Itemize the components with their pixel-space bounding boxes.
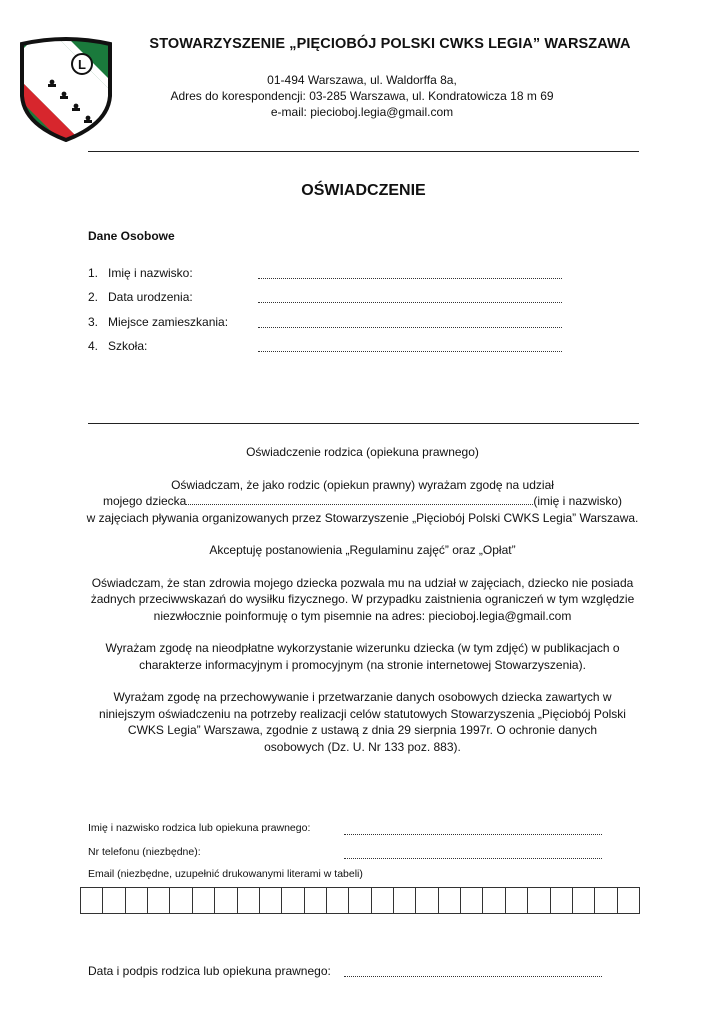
birthdate-field[interactable] [258, 302, 562, 303]
org-name: STOWARZYSZENIE „PIĘCIOBÓJ POLSKI CWKS LEGIA” WARSZAWA [149, 36, 631, 52]
email-cell[interactable] [215, 888, 237, 913]
email-line: e-mail: piecioboj.legia@gmail.com [270, 105, 454, 119]
personal-section-title: Dane Osobowe [88, 229, 175, 243]
email-cell[interactable] [103, 888, 125, 913]
document-title: OŚWIADCZENIE [301, 182, 426, 199]
address-line-2: Adres do korespondencji: 03-285 Warszawa, ul. Kondratowicza 18 m 69 [170, 89, 554, 103]
child-name-inline-field[interactable] [186, 493, 533, 505]
email-cell[interactable] [439, 888, 461, 913]
legia-logo [16, 36, 116, 142]
email-cell[interactable] [170, 888, 192, 913]
logo-letter: L [78, 57, 86, 72]
consent-p3-line2: żadnych przeciwwskazań do wysiłku fizycznego. W przypadku zaistnienia ograniczeń w tym względzie [90, 592, 635, 606]
email-cell[interactable] [260, 888, 282, 913]
email-letter-grid [80, 887, 640, 914]
email-cell[interactable] [327, 888, 349, 913]
email-cell[interactable] [372, 888, 394, 913]
email-cell[interactable] [282, 888, 304, 913]
email-cell[interactable] [461, 888, 483, 913]
school-field[interactable] [258, 351, 562, 352]
consent-p1-line2 [78, 493, 647, 510]
consent-p2: Akceptuję postanowienia „Regulaminu zajęć” oraz „Opłat” [209, 543, 516, 557]
child-name-field[interactable] [258, 278, 562, 279]
email-cell[interactable] [528, 888, 550, 913]
signature-label: Data i podpis rodzica lub opiekuna prawnego: [88, 964, 331, 978]
consent-p3-line3: niezwłocznie poinformuję o tym pisemnie na adres: piecioboj.legia@gmail.com [153, 608, 572, 623]
email-cell[interactable] [394, 888, 416, 913]
field-num-4: 4. [88, 339, 99, 353]
consent-p5-line1: Wyrażam zgodę na przechowywanie i przetwarzanie danych osobowych dziecka zawartych w [113, 690, 612, 704]
consent-section [78, 444, 647, 755]
email-cell[interactable] [349, 888, 371, 913]
email-cell[interactable] [506, 888, 528, 913]
phone-label: Nr telefonu (niezbędne): [88, 846, 201, 858]
email-cell[interactable] [238, 888, 260, 913]
email-cell[interactable] [551, 888, 573, 913]
email-cell[interactable] [573, 888, 595, 913]
consent-p5-line2: niniejszym oświadczeniu na potrzeby realizacji celów statutowych Stowarzyszenia „Pięciobój Polski [99, 706, 626, 721]
email-cell[interactable] [483, 888, 505, 913]
consent-p5-line4: osobowych (Dz. U. Nr 133 poz. 883). [264, 739, 461, 754]
email-cell[interactable] [126, 888, 148, 913]
consent-p5-line3: CWKS Legia” Warszawa, zgodnie z ustawą z dnia 29 sierpnia 1997r. O ochronie danych [127, 723, 598, 737]
field-num-3: 3. [88, 315, 99, 329]
consent-p4-line1: Wyrażam zgodę na nieodpłatne wykorzystanie wizerunku dziecka (w tym zdjęć) w publikacjach o [105, 641, 620, 655]
field-num-2: 2. [88, 290, 99, 304]
field-label-name: Imię i nazwisko: [108, 266, 193, 280]
phone-field[interactable] [344, 858, 602, 859]
child-label-suffix: (imię i nazwisko) [533, 494, 623, 508]
email-label: Email (niezbędne, uzupełnić drukowanymi literami w tabeli) [88, 868, 363, 880]
consent-p1-line1: Oświadczam, że jako rodzic (opiekun prawny) wyrażam zgodę na udział [171, 477, 554, 492]
header-divider [88, 151, 639, 152]
field-label-school: Szkoła: [108, 339, 148, 353]
residence-field[interactable] [258, 327, 562, 328]
parent-name-label: Imię i nazwisko rodzica lub opiekuna prawnego: [88, 822, 311, 834]
email-cell[interactable] [193, 888, 215, 913]
consent-p1-line3: w zajęciach pływania organizowanych przez Stowarzyszenie „Pięciobój Polski CWKS Legia” Warszawa. [86, 510, 639, 525]
child-label-prefix: mojego dziecka [102, 494, 187, 508]
email-cell[interactable] [305, 888, 327, 913]
consent-heading: Oświadczenie rodzica (opiekuna prawnego) [246, 445, 479, 459]
consent-p4-line2: charakterze informacyjnym i promocyjnym (na stronie internetowej Stowarzyszenia). [139, 657, 586, 672]
consent-p3-line1: Oświadczam, że stan zdrowia mojego dziecka pozwala mu na udział w zajęciach, dziecko nie posiada [91, 575, 634, 590]
signature-field[interactable] [344, 976, 602, 977]
email-cell[interactable] [81, 888, 103, 913]
email-cell[interactable] [148, 888, 170, 913]
address-line-1: 01-494 Warszawa, ul. Waldorffa 8a, [267, 73, 457, 87]
email-cell[interactable] [416, 888, 438, 913]
field-label-birthdate: Data urodzenia: [108, 290, 193, 304]
field-num-1: 1. [88, 266, 99, 280]
parent-name-field[interactable] [344, 834, 602, 835]
field-label-residence: Miejsce zamieszkania: [108, 315, 229, 329]
email-cell[interactable] [595, 888, 617, 913]
section-divider [88, 423, 639, 424]
email-cell[interactable] [618, 888, 639, 913]
